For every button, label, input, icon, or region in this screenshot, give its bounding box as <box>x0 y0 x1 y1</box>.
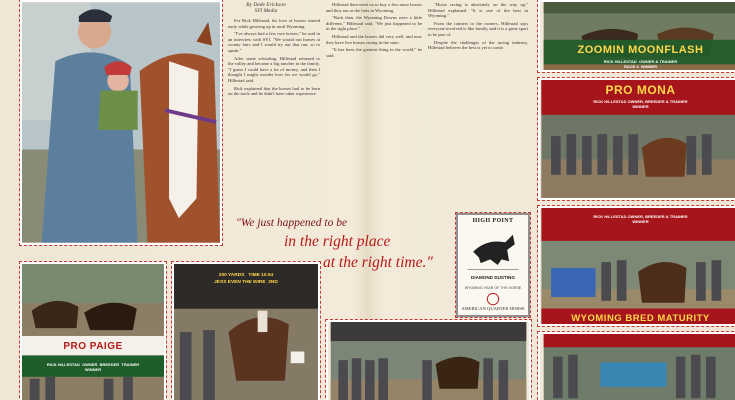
photo-wyoming-bred-maturity <box>538 206 735 326</box>
pro-paige-title: PRO PAIGE <box>63 341 123 352</box>
article-paragraph: "It has been the greatest thing in the world," he said. <box>326 47 422 58</box>
zoomin-moonflash-sub: RICK HILLESTAD OWNER & TRAINER RACE 4 WINNER <box>603 59 678 69</box>
article-paragraph: Rick explained that the horses had to be born on the track and he didn't have other experience. <box>228 85 320 97</box>
article-paragraph: Hillestad and the horses did very well, and now they have five horses racing in the state. <box>326 33 422 45</box>
byline-author: By Dede Erickson <box>246 2 286 8</box>
running-horse-icon <box>458 215 528 315</box>
article-paragraph: Despite the challenges of the racing industry, Hillestad believes the best is yet to come. <box>428 39 528 51</box>
emblem-footer: AMERICAN QUARTER HORSE <box>461 305 525 311</box>
pull-quote-line-3: at the right time." <box>323 254 433 271</box>
emblem-title: HIGH POINT <box>472 218 514 224</box>
byline <box>228 2 304 14</box>
article-paragraph: "I've always had a few race horses," he said in an interview with SYI. "We would run horses at county fairs and I would try out that run, so to speak." <box>228 31 320 53</box>
article-paragraph: From the trainers to the owners, Hillestad says everyone involved is like family, and it is a great sport to be part of. <box>428 20 528 37</box>
high-point-award-card <box>456 213 530 317</box>
photo-winners-group-bottom-center <box>326 320 531 400</box>
article-column-1 <box>228 18 320 214</box>
article-paragraph: After some schooling, Hillestad returned to the valley and became a big rancher in the family. "I guess I could have a lot of money, and then I thought I might wonder how far we would go," Hillestad said. <box>228 55 320 83</box>
article-paragraph: "Horse racing is absolutely on the way up," Hillestad explained. "It is one of the best in Wyoming." <box>428 2 528 19</box>
wyoming-bred-title: WYOMING BRED MATURITY <box>571 313 710 324</box>
main-photo-owner-horse <box>20 0 222 245</box>
byline-publication: SYI Media <box>254 8 278 14</box>
pro-paige-sub: RICK HILLESTAD OWNER BREEDER TRAINER WINNER <box>46 362 140 372</box>
pro-mona-title: PRO MONA <box>605 83 676 97</box>
photo-pro-mona <box>538 78 735 200</box>
article-paragraph: For Rick Hillestad, his love of horses started early while growing up in rural Wyoming. <box>228 18 320 29</box>
article-column-3 <box>428 2 528 208</box>
photo-pro-paige <box>20 262 166 400</box>
article-paragraph: "Back then, the Wyoming Downs were a little different," Hillestad said. "We just happened to be in the right place." <box>326 15 422 32</box>
center-race-banner: 200 YARDS TIME 10.54 JESS EVEN THE WIRE 2ND <box>214 273 278 285</box>
zoomin-moonflash-title: ZOOMIN MOONFLASH <box>577 44 704 56</box>
photo-winners-circle-bottom-right <box>538 332 735 400</box>
emblem-sub: WYOMING YEAR OF THE HORSE <box>464 286 522 290</box>
photo-zoomin-moonflash <box>538 0 735 72</box>
emblem-horse-name: DIAMOND DUSTING <box>471 275 515 280</box>
article-column-2 <box>326 2 422 214</box>
pro-mona-sub: RICK HILLESTAD OWNER, BREEDER & TRAINER WINNER <box>593 99 688 109</box>
pull-quote-line-1: "We just happened to be <box>236 217 348 229</box>
photo-center-race-finish <box>172 262 320 400</box>
wyoming-bred-sub: RICK HILLESTAD OWNER, BREEDER & TRAINER WINNER <box>593 214 688 224</box>
article-paragraph: Hillestad then went on to buy a few more horses and they ran at the fairs in Wyoming. <box>326 2 422 13</box>
owner-with-child-image <box>22 2 220 243</box>
pull-quote-line-2: in the right place <box>284 233 391 250</box>
